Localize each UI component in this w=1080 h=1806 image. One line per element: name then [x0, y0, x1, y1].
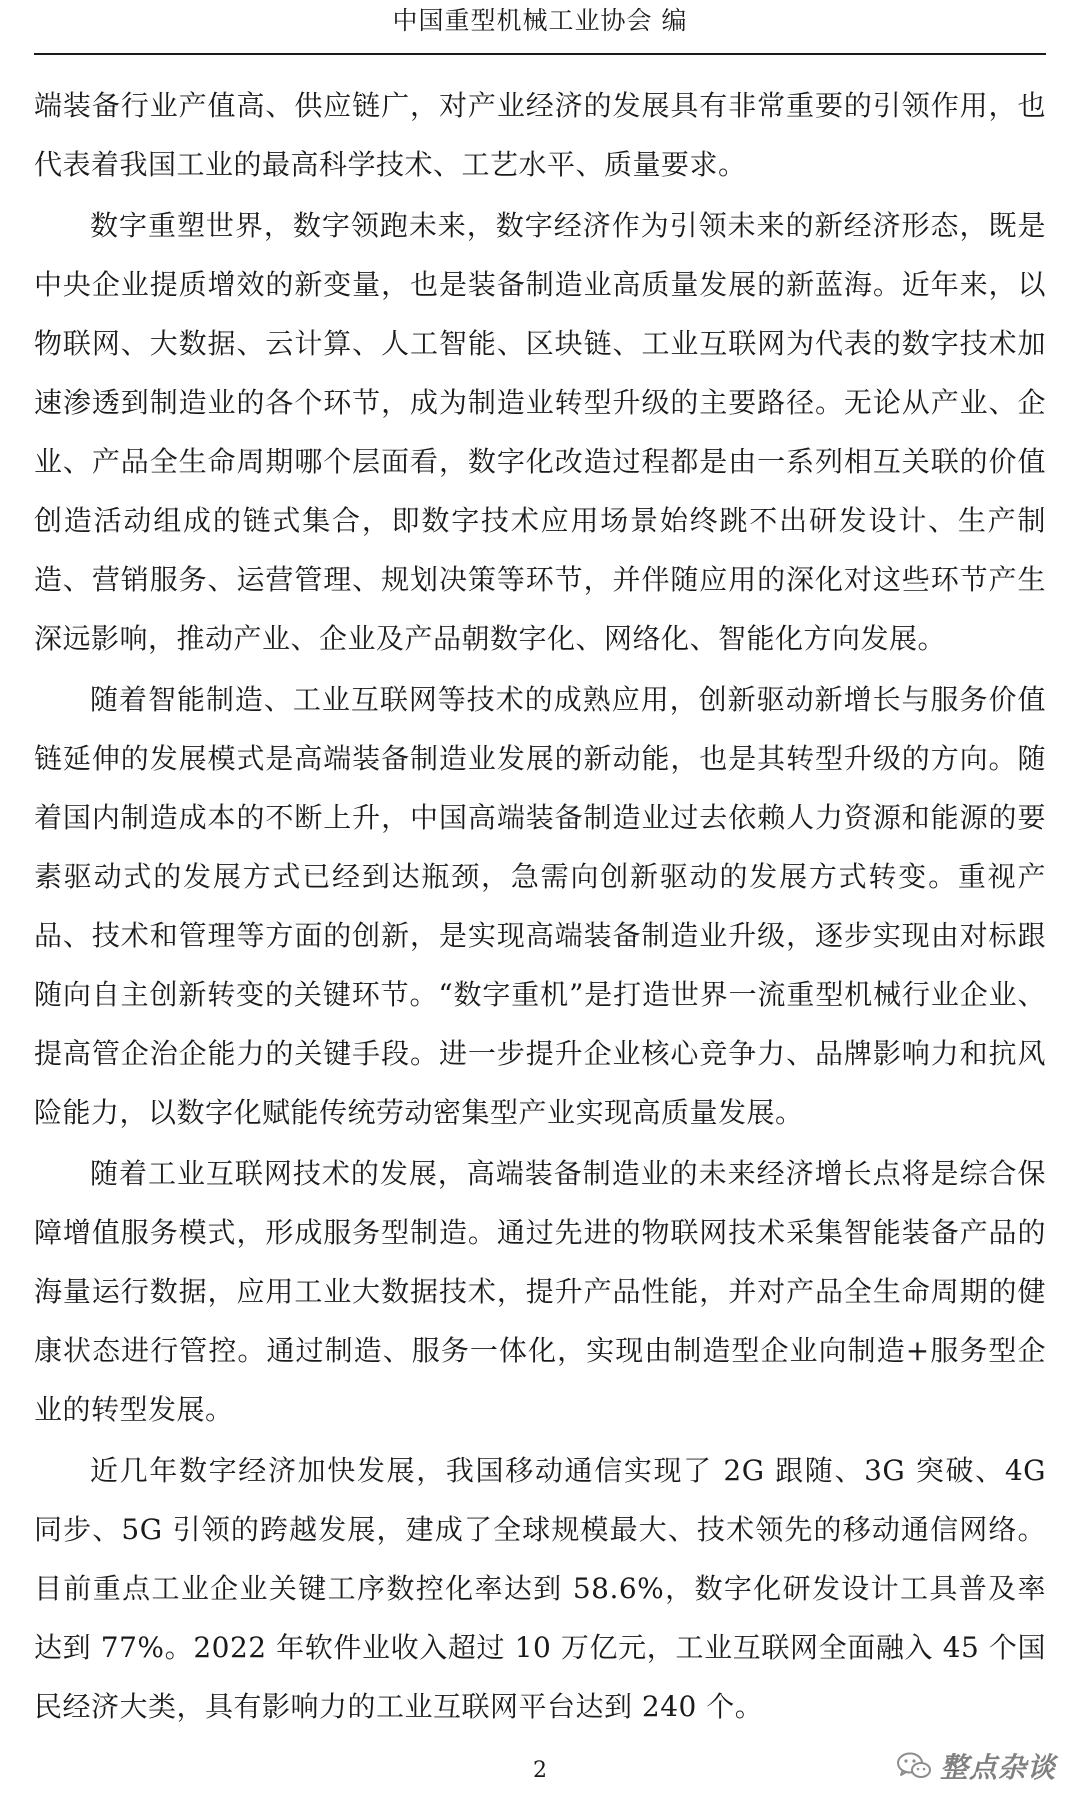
paragraph-5: 近几年数字经济加快发展，我国移动通信实现了 2G 跟随、3G 突破、4G 同步、5G 引领的跨越发展，建成了全球规模最大、技术领先的移动通信网络。目前重点工业企业关键工序数控化率达到 58.6%，数字化研发设计工具普及率达到 77%。2022 年软件业收入超过 10 万亿元，工业互联网全面融入 45 个国民经济大类，具有影响力的工业互联网平台达到 240 个。	[34, 1454, 1046, 1723]
document-body	[34, 76, 1046, 1738]
watermark-text: 整点杂谈	[939, 1751, 1056, 1784]
header-divider	[34, 53, 1046, 55]
header-title: 中国重型机械工业协会 编	[392, 6, 688, 35]
paragraph-1: 端装备行业产值高、供应链广，对产业经济的发展具有非常重要的引领作用，也代表着我国工业的最高科学技术、工艺水平、质量要求。	[34, 89, 1046, 181]
paragraph-4: 随着工业互联网技术的发展，高端装备制造业的未来经济增长点将是综合保障增值服务模式，形成服务型制造。通过先进的物联网技术采集智能装备产品的海量运行数据，应用工业大数据技术，提升产品性能，并对产品全生命周期的健康状态进行管控。通过制造、服务一体化，实现由制造型企业向制造+服务型企业的转型发展。	[34, 1157, 1046, 1426]
paragraph-3: 随着智能制造、工业互联网等技术的成熟应用，创新驱动新增长与服务价值链延伸的发展模式是高端装备制造业发展的新动能，也是其转型升级的方向。随着国内制造成本的不断上升，中国高端装备制造业过去依赖人力资源和能源的要素驱动式的发展方式已经到达瓶颈，急需向创新驱动的发展方式转变。重视产品、技术和管理等方面的创新，是实现高端装备制造业升级，逐步实现由对标跟随向自主创新转变的关键环节。“数字重机”是打造世界一流重型机械行业企业、提高管企治企能力的关键手段。进一步提升企业核心竞争力、品牌影响力和抗风险能力，以数字化赋能传统劳动密集型产业实现高质量发展。	[34, 683, 1046, 1129]
paragraph-2: 数字重塑世界，数字领跑未来，数字经济作为引领未来的新经济形态，既是中央企业提质增效的新变量，也是装备制造业高质量发展的新蓝海。近年来，以物联网、大数据、云计算、人工智能、区块链、工业互联网为代表的数字技术加速渗透到制造业的各个环节，成为制造业转型升级的主要路径。无论从产业、企业、产品全生命周期哪个层面看，数字化改造过程都是由一系列相互关联的价值创造活动组成的链式集合，即数字技术应用场景始终跳不出研发设计、生产制造、营销服务、运营管理、规划决策等环节，并伴随应用的深化对这些环节产生深远影响，推动产业、企业及产品朝数字化、网络化、智能化方向发展。	[34, 209, 1046, 655]
page-header	[0, 0, 1080, 42]
watermark	[896, 1746, 1056, 1786]
page-number-label: 2	[533, 1758, 547, 1783]
wechat-icon	[896, 1751, 932, 1781]
